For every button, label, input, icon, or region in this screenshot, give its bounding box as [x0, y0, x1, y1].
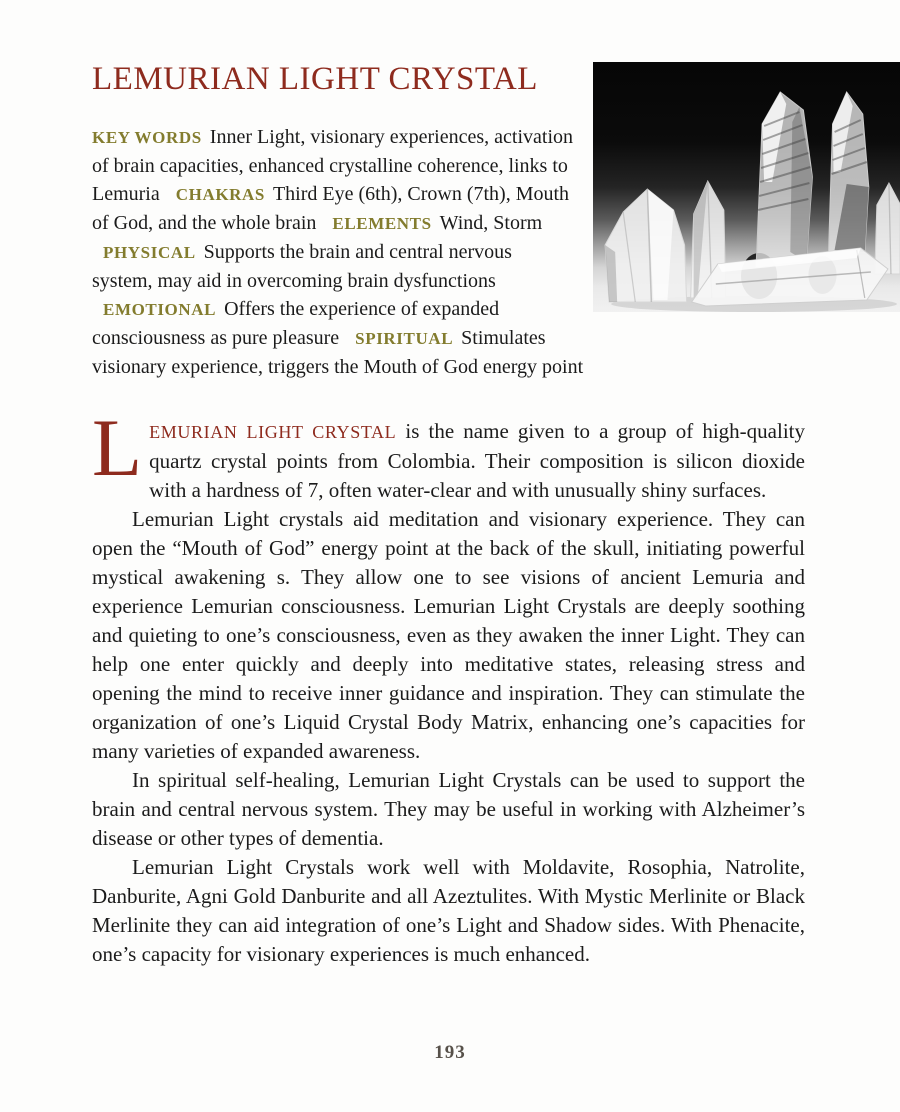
keyword-label: EMOTIONAL [103, 299, 217, 319]
drop-cap: L [92, 401, 143, 493]
keyword-text: Inner Light, visionary experiences, activation of brain capacities, enhanced crystalline coherence, links to Lemuria [92, 125, 573, 205]
page-number: 193 [434, 1042, 466, 1063]
keyword-text: Stimulates visionary experience, triggers the Mouth of God energy point [92, 326, 584, 378]
body-paragraph: Lemurian Light Crystals work well with Moldavite, Rosophia, Natrolite, Danburite, Agni Gold Danburite and all Azeztulites. With Mystic Merlinite or Black Merlinite they can aid integration of one’s Light and Shadow sides. With Phenacite, one’s capacity for visionary experiences is much enhanced. [92, 854, 805, 966]
keyword-text: Offers the experience of expanded consciousness as pure pleasure [92, 297, 500, 349]
keyword-text: Wind, Storm [439, 211, 543, 234]
intro-paragraph-text: is the name given to a group of high-quality quartz crystal points from Colombia. Their composition is silicon dioxide with a hardness of 7, often water-clear and with unusually shiny surfaces. [149, 418, 805, 502]
crystal-photo [593, 62, 900, 312]
keyword-label: CHAKRAS [175, 184, 265, 204]
body-paragraph: In spiritual self-healing, Lemurian Light Crystals can be used to support the brain and central nervous system. They may be useful in working with Alzheimer’s disease or other types of dementia. [92, 767, 805, 850]
keyword-label: KEY WORDS [92, 127, 202, 147]
keyword-text: Third Eye (6th), Crown (7th), Mouth of God, and the whole brain [92, 182, 570, 234]
page-title: LEMURIAN LIGHT CRYSTAL [92, 61, 538, 97]
keyword-item [92, 241, 512, 292]
intro-paragraph [92, 401, 805, 505]
keyword-item [321, 212, 542, 234]
body-text [92, 401, 805, 969]
keyword-label: ELEMENTS [332, 213, 432, 233]
keyword-text: Supports the brain and central nervous system, may aid in overcoming brain dysfunctions [92, 240, 512, 292]
body-paragraph: Lemurian Light crystals aid meditation and visionary experience. They can open the “Mouth of God” energy point at the back of the skull, initiating powerful mystical awakening s. They allow one to see visions of ancient Lemuria and experience Lemurian consciousness. Lemurian Light Crystals are deeply soothing and quieting to one’s consciousness, even as they awaken the inner Light. They can help one enter quickly and deeply into meditative states, releasing stress and opening the mind to receive inner guidance and inspiration. They can stimulate the organization of one’s Liquid Crystal Body Matrix, enhancing one’s capacities for many varieties of expanded awareness. [92, 506, 805, 763]
keyword-label: SPIRITUAL [355, 328, 454, 348]
lead-smallcaps: EMURIAN LIGHT CRYSTAL [149, 421, 397, 442]
keyword-label: PHYSICAL [103, 242, 196, 262]
book-page [0, 62, 900, 1112]
crystal-photo-illustration [593, 62, 900, 312]
